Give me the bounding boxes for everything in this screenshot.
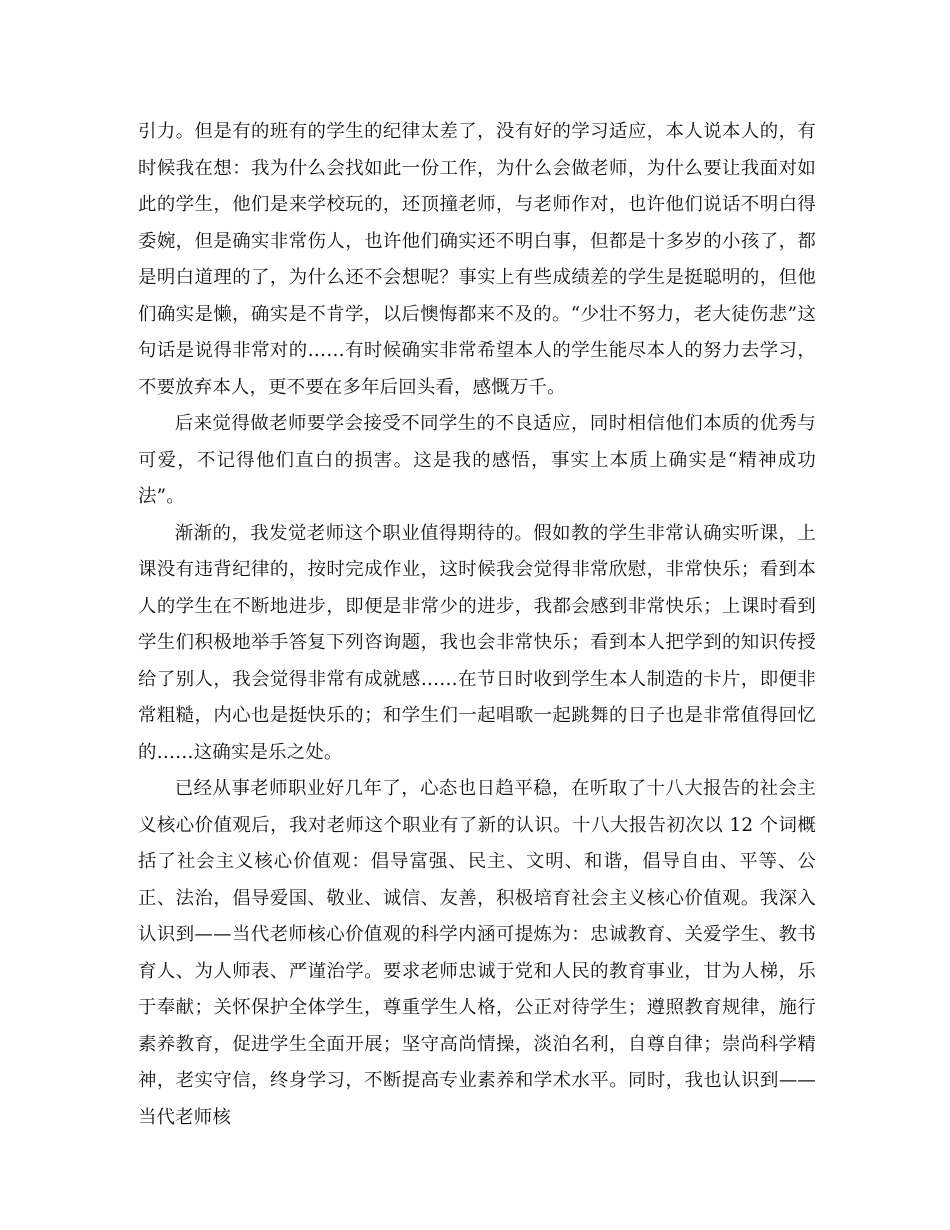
paragraph-2: 后来觉得做老师要学会接受不同学生的不良适应，同时相信他们本质的优秀与可爱，不记得他们直白的损害。这是我的感悟，事实上本质上确实是“精神成功法”。 <box>138 413 816 507</box>
paragraph-3: 渐渐的，我发觉老师这个职业值得期待的。假如教的学生非常认确实听课，上课没有违背纪律的，按时完成作业，这时候我会觉得非常欣慰，非常快乐；看到本人的学生在不断地进步，即便是非常少的进步，我都会感到非常快乐；上课时看到学生们积极地举手答复下列咨询题，我也会非常快乐；看到本人把学到的知识传授给了别人，我会觉得非常有成就感……在节日时收到学生本人制造的卡片，即便非常粗糙，内心也是挺快乐的；和学生们一起唱歌一起跳舞的日子也是非常值得回忆的……这确实是乐之处。 <box>138 522 816 763</box>
paragraph-1: 引力。但是有的班有的学生的纪律太差了，没有好的学习适应，本人说本人的，有时候我在想：我为什么会找如此一份工作，为什么会做老师，为什么要让我面对如此的学生，他们是来学校玩的，还顶撞老师，与老师作对，也许他们说话不明白得委婉，但是确实非常伤人，也许他们确实还不明白事，但都是十多岁的小孩了，都是明白道理的了，为什么还不会想呢？事实上有些成绩差的学生是挺聪明的，但他们确实是懒，确实是不肯学，以后懊悔都来不及的。“少壮不努力，老大徒伤悲”这句话是说得非常对的……有时候确实非常希望本人的学生能尽本人的努力去学习，不要放弃本人，更不要在多年后回头看，感慨万千。 <box>138 121 816 398</box>
document-body <box>138 114 816 1136</box>
paragraph-4: 已经从事老师职业好几年了，心态也日趋平稳，在听取了十八大报告的社会主义核心价值观后，我对老师这个职业有了新的认识。十八大报告初次以 12 个词概括了社会主义核心价值观：倡导富强、民主、文明、和谐，倡导自由、平等、公正、法治，倡导爱国、敬业、诚信、友善，积极培育社会主义核心价值观。我深入认识到——当代老师核心价值观的科学内涵可提炼为：忠诚教育、关爱学生、教书育人、为人师表、严谨治学。要求老师忠诚于党和人民的教育事业，甘为人梯，乐于奉献；关怀保护全体学生，尊重学生人格，公正对待学生；遵照教育规律，施行素养教育，促进学生全面开展；坚守高尚情操，淡泊名利，自尊自律；崇尚科学精神，老实守信，终身学习，不断提高专业素养和学术水平。同时，我也认识到——当代老师核 <box>138 778 816 1128</box>
